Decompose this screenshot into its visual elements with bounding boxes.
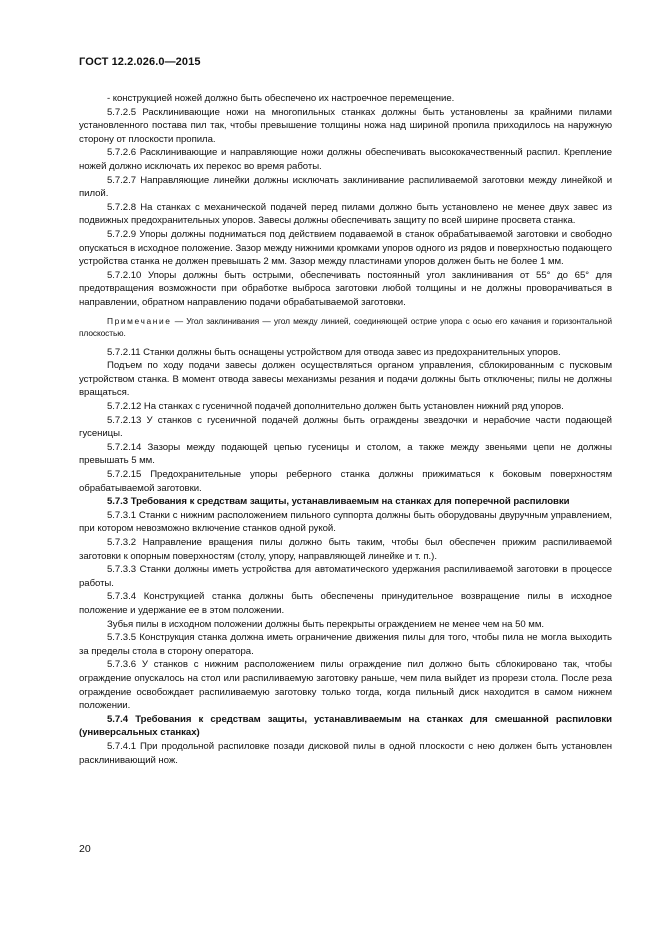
paragraph: 5.7.2.11 Станки должны быть оснащены устройством для отвода завес из предохранительных упоров. [107,346,561,358]
paragraph: 5.7.2.7 Направляющие линейки должны исключать заклинивание распиливаемой заготовки между линейкой и пилой. [79,174,612,200]
paragraph: 5.7.2.8 На станках с механической подачей перед пилами должно быть установлено не менее двух завес из подвижных предохранительных упоров. Завесы должны обеспечивать защиту по всей ширине просвета станка. [79,201,612,227]
document-body [79,92,612,767]
paragraph: 5.7.2.13 У станков с гусеничной подачей должны быть ограждены звездочки и нерабочие части подающей гусеницы. [79,414,612,440]
note-text: — Угол заклинивания — угол между линией, соединяющей острие упора с осью его качания и горизонтальной плоскостью. [79,315,612,339]
section-heading-5-7-4: 5.7.4 Требования к средствам защиты, устанавливаемым на станках для смешанной распиловки (универсальных станках) [79,713,612,739]
document-header: ГОСТ 12.2.026.0—2015 [79,56,201,68]
note-label: Примечание [107,315,172,326]
paragraph: 5.7.2.12 На станках с гусеничной подачей дополнительно должен быть установлен нижний ряд упоров. [107,401,564,413]
paragraph: 5.7.2.15 Предохранительные упоры реберного станка должны прижиматься к боковым поверхностям обрабатываемой заготовки. [79,469,612,494]
paragraph: 5.7.3.4 Конструкцией станка должны быть обеспечены принудительное возвращение пилы в исходное положение и удержание ее в этом положении. [79,591,612,616]
paragraph: 5.7.3.5 Конструкция станка должна иметь ограничение движения пилы для того, чтобы пила не могла выходить за пределы стола в сторону оператора. [79,632,612,657]
section-heading-5-7-3: 5.7.3 Требования к средствам защиты, устанавливаемым на станках для поперечной распиловки [107,496,570,508]
paragraph: 5.7.2.9 Упоры должны подниматься под действием подаваемой в станок обрабатываемой заготовки и свободно опускаться в исходное положение. Зазор между нижними кромками упоров одного из рядов и поверхностью подающего устройства станка не должен превышать 2 мм. Зазор между пластинами упоров должен быть не более 1 мм. [79,228,612,268]
paragraph: 5.7.3.2 Направление вращения пилы должно быть таким, чтобы был обеспечен прижим распиливаемой заготовки к опорным поверхностям (столу, упору, направляющей линейке и т. п.). [79,537,612,562]
paragraph: 5.7.3.1 Станки с нижним расположением пильного суппорта должны быть оборудованы двуручным управлением, при котором невозможно включение станков одной рукой. [79,509,612,535]
paragraph: 5.7.2.6 Расклинивающие и направляющие ножи должны обеспечивать высококачественный распил. Крепление ножей должно исключать их перекос во время работы. [79,147,612,172]
paragraph: Подъем по ходу подачи завесы должен осуществляться органом управления, сблокированным с пусковым устройством станка. В момент отвода завесы механизмы резания и подачи должны быть отключены; пилы не должны вращаться. [79,360,612,399]
page-number: 20 [79,843,91,855]
paragraph: 5.7.2.10 Упоры должны быть острыми, обеспечивать постоянный угол заклинивания от 55° до 65° для предотвращения возможности при обработке выброса заготовки любой толщины и не должны проворачиваться в направлении, обратном направлению подачи обрабатываемой заготовки. [79,269,612,308]
paragraph: Зубья пилы в исходном положении должны быть перекрыты ограждением не менее чем на 50 мм. [107,618,544,630]
paragraph: 5.7.3.3 Станки должны иметь устройства для автоматического удержания распиливаемой заготовки в процессе работы. [79,564,612,589]
paragraph: 5.7.4.1 При продольной распиловке позади дисковой пилы в одной плоскости с нею должен быть установлен расклинивающий нож. [79,740,612,766]
paragraph: 5.7.3.6 У станков с нижним расположением пилы ограждение пил должно быть сблокировано так, чтобы ограждение опускалось на стол или распиливаемую заготовку раньше, чем пила выйдет из прорези стола. После реза ограждение освобождает распиливаемую заготовку только тогда, когда пильный диск находится в самом нижнем положении. [79,659,612,712]
paragraph: - конструкцией ножей должно быть обеспечено их настроечное перемещение. [107,93,455,104]
paragraph: 5.7.2.14 Зазоры между подающей цепью гусеницы и столом, а также между звеньями цепи не должны превышать 5 мм. [79,441,612,467]
paragraph: 5.7.2.5 Расклинивающие ножи на многопильных станках должны быть установлены за крайними пилами установленного постава пил так, чтобы превышение толщины ножа над шириной пропила приходилось на наружную сторону от плоскости пропила. [79,106,612,145]
note [79,315,612,340]
